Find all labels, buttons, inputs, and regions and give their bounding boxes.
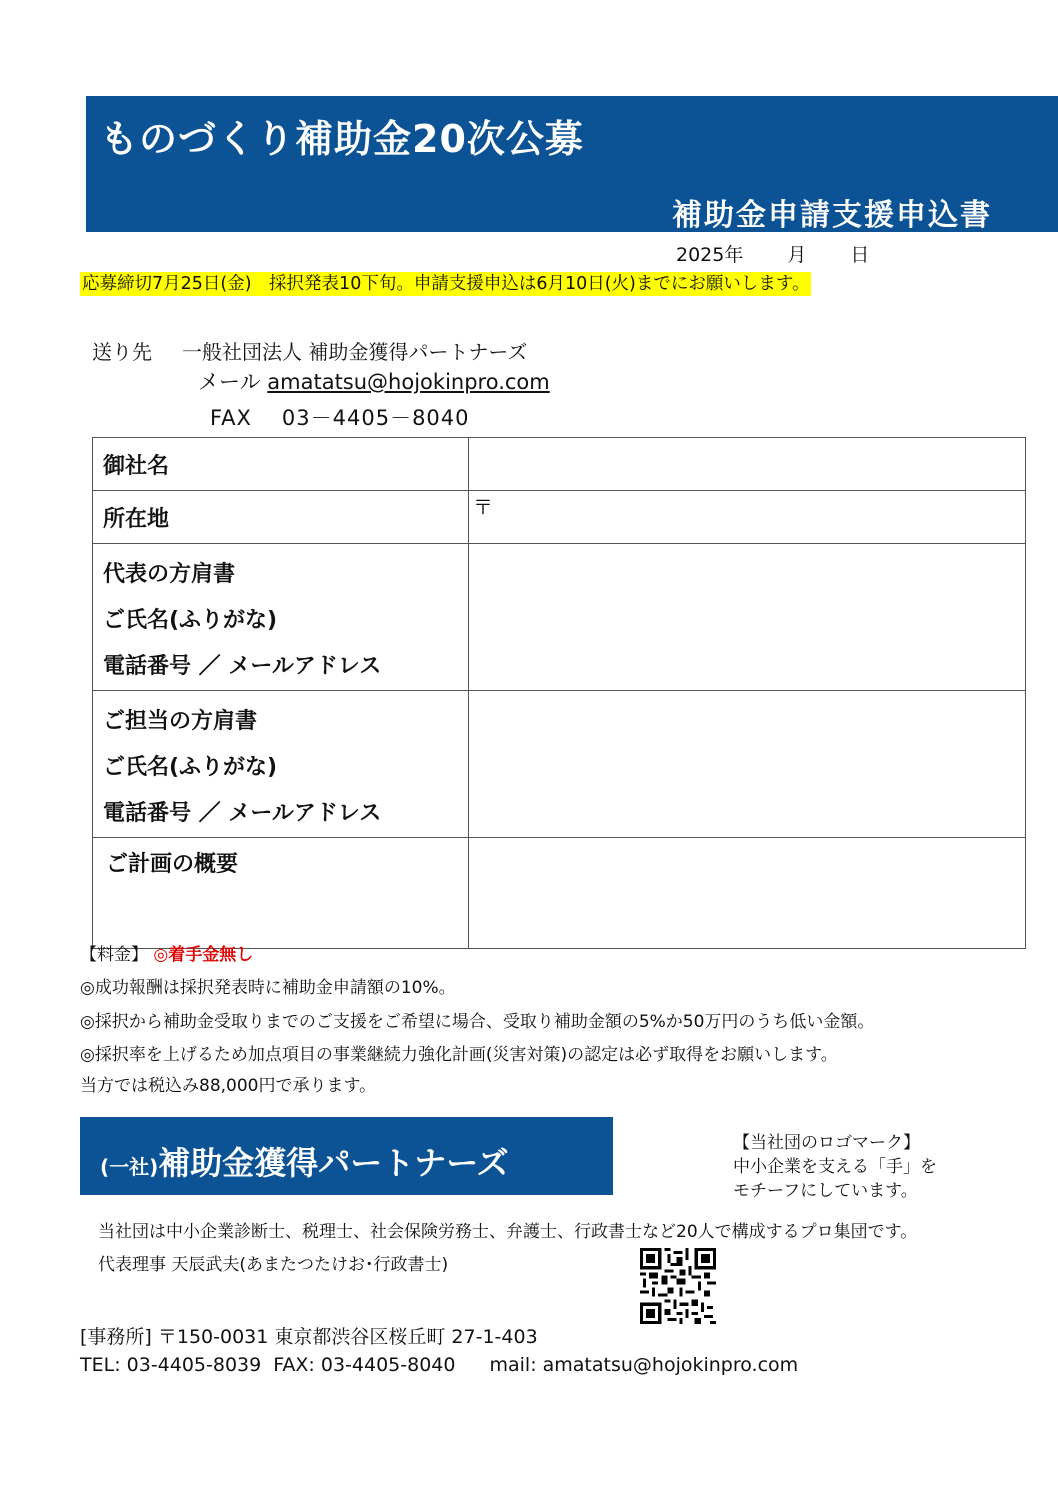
fax-label: FAX <box>210 406 252 430</box>
contact-name-label: ご氏名(ふりがな) <box>103 755 278 780</box>
representative-field[interactable] <box>469 544 1026 691</box>
company-name-label <box>93 438 469 491</box>
recipient-mail <box>198 366 550 396</box>
organization-contact <box>80 1354 798 1376</box>
organization-fax: FAX: 03-4405-8040 <box>273 1354 456 1376</box>
mail-label: メール <box>198 370 261 394</box>
address-label <box>93 491 469 544</box>
form-row-company <box>93 438 1026 491</box>
organization-description: 当社団は中小企業診断士、税理士、社会保険労務士、弁護士、行政書士など20人で構成するプロ集団です。 <box>98 1222 918 1242</box>
fax-number: 03－4405－8040 <box>281 406 470 430</box>
company-name-field[interactable] <box>469 438 1026 491</box>
form-row-plan <box>93 838 1026 949</box>
date-line <box>676 240 869 267</box>
qr-code-icon[interactable] <box>640 1248 716 1324</box>
plan-summary-text: ご計画の概要 <box>106 852 239 877</box>
page-subtitle: 補助金申請支援申込書 <box>672 198 992 233</box>
organization-name <box>100 1138 509 1184</box>
date-month: 月 <box>787 244 807 266</box>
organization-representative: 代表理事 天辰武夫(あまたつたけお･行政書士) <box>98 1255 449 1275</box>
plan-summary-field[interactable] <box>469 838 1026 949</box>
address-field[interactable] <box>469 491 1026 544</box>
organization-tel: TEL: 03-4405-8039 <box>80 1354 262 1376</box>
representative-label <box>93 544 469 691</box>
recipient-fax <box>210 402 470 432</box>
page-title: ものづくり補助金20次公募 <box>100 117 584 161</box>
date-day: 日 <box>850 244 870 266</box>
form-row-contact-person <box>93 691 1026 838</box>
contact-person-label <box>93 691 469 838</box>
recipient-label: 送り先 <box>92 340 152 364</box>
contact-person-field[interactable] <box>469 691 1026 838</box>
deadline-notice: 応募締切7月25日(金) 採択発表10下旬。申請支援申込は6月10日(火)までにお願いします。 <box>82 274 810 294</box>
fee-line-4: 当方では税込み88,000円で承ります。 <box>80 1076 377 1096</box>
fee-label: 【料金】 <box>80 945 148 965</box>
fee-line-3: ◎採択率を上げるため加点項目の事業継続力強化計画(災害対策)の認定は必ず取得をお願いします。 <box>80 1045 838 1065</box>
rep-title-label: 代表の方肩書 <box>103 562 236 587</box>
fee-line-1: ◎成功報酬は採択発表時に補助金申請額の10%。 <box>80 978 456 998</box>
contact-contact-label: 電話番号 ／ メールアドレス <box>103 801 382 826</box>
fee-heading <box>80 940 253 965</box>
fee-line-2: ◎採択から補助金受取りまでのご支援をご希望に場合、受取り補助金額の5%か50万円のうち低い金額。 <box>80 1012 875 1032</box>
postal-mark: 〒 <box>473 495 493 519</box>
contact-title-label: ご担当の方肩書 <box>103 709 258 734</box>
rep-name-label: ご氏名(ふりがな) <box>103 608 278 633</box>
address-text: 所在地 <box>103 507 170 532</box>
logo-note-line-2: 中小企業を支える「手」を <box>733 1157 937 1177</box>
application-form <box>92 437 1026 949</box>
form-row-representative <box>93 544 1026 691</box>
organization-title: 補助金獲得パートナーズ <box>158 1144 509 1182</box>
logo-note <box>733 1131 937 1203</box>
date-year: 2025年 <box>676 244 744 266</box>
rep-contact-label: 電話番号 ／ メールアドレス <box>103 654 382 679</box>
plan-summary-label <box>93 838 469 949</box>
recipient-email-link[interactable]: amatatsu@hojokinpro.com <box>267 370 550 394</box>
logo-note-line-1: 【当社団のロゴマーク】 <box>733 1133 920 1153</box>
organization-prefix: (一社) <box>100 1155 159 1179</box>
recipient-organization: 一般社団法人 補助金獲得パートナーズ <box>182 340 528 364</box>
office-address: [事務所] 〒150-0031 東京都渋谷区桜丘町 27-1-403 <box>80 1326 538 1348</box>
company-name-text: 御社名 <box>103 454 170 479</box>
logo-note-line-3: モチーフにしています。 <box>733 1181 918 1201</box>
form-row-address <box>93 491 1026 544</box>
organization-mail[interactable]: mail: amatatsu@hojokinpro.com <box>489 1354 799 1376</box>
fee-highlight: ◎着手金無し <box>153 945 254 965</box>
